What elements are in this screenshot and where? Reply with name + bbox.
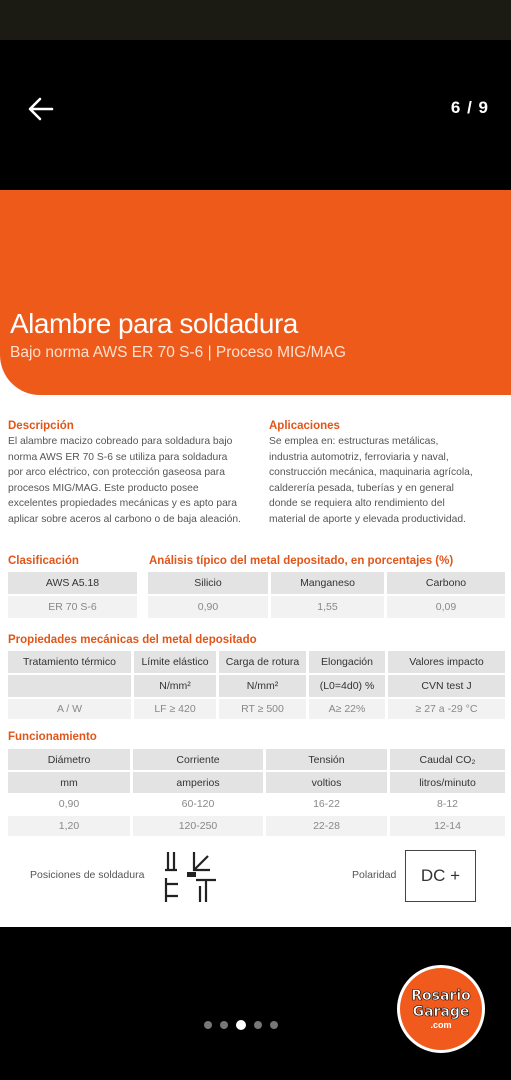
funcionamiento-unit: mm [8,772,130,793]
sheet-title: Alambre para soldadura [10,308,298,339]
analisis-value: 0,09 [387,596,505,618]
funcionamiento-cell: 8-12 [436,798,458,810]
welding-positions-icon [162,850,218,904]
funcionamiento-header: Corriente [133,749,263,770]
propiedades-heading: Propiedades mecánicas del metal depositado [8,634,257,646]
funcionamiento-unit: amperios [133,772,263,793]
propiedades-value: RT ≥ 500 [219,699,306,719]
analisis-value: 1,55 [271,596,384,618]
propiedades-unit: N/mm² [134,675,216,697]
page-dot[interactable] [204,1021,212,1029]
funcionamiento-cell: 16-22 [313,798,340,810]
polaridad-label: Polaridad [352,869,397,881]
funcionamiento-cell: 0,90 [58,798,80,810]
propiedades-header: Elongación [309,651,385,673]
analisis-heading: Análisis típico del metal depositado, en porcentajes (%) [149,555,454,567]
funcionamiento-cell: 60-120 [181,798,215,810]
back-arrow-icon[interactable] [26,94,56,124]
funcionamiento-cell: 12-14 [390,816,505,836]
image-counter: 6 / 9 [450,98,489,117]
propiedades-value: LF ≥ 420 [134,699,216,719]
viewer-top-bar [0,40,511,190]
propiedades-unit: CVN test J [388,675,505,697]
analisis-header: Silicio [148,572,268,594]
aplicaciones-text: Se emplea en: estructuras metálicas, industria automotriz, ferroviaria y naval, construcción mecánica, maquinaria agrícola, calderería pesada, tuberías y en general donde se requiera alto rendimiento del material de aporte y elevada productividad. [269,436,473,525]
page-dot-active[interactable] [236,1020,246,1030]
page-dot[interactable] [254,1021,262,1029]
posiciones-label: Posiciones de soldadura [30,869,145,881]
status-bar [0,0,511,40]
funcionamiento-header: Diámetro [8,749,130,770]
funcionamiento-header: Caudal CO₂ [390,749,505,770]
propiedades-unit: (L0=4d0) % [309,675,385,697]
page-dot[interactable] [270,1021,278,1029]
rosario-garage-watermark-logo: Rosario Garage .com [397,965,485,1053]
funcionamiento-cell: 120-250 [133,816,263,836]
propiedades-unit [8,675,131,697]
orange-banner [0,190,511,395]
analisis-header: Manganeso [271,572,384,594]
sheet-subtitle: Bajo norma AWS ER 70 S-6 | Proceso MIG/MAG [10,344,346,361]
analisis-value: 0,90 [148,596,268,618]
polaridad-value: DC + [405,850,476,902]
funcionamiento-header: Tensión [266,749,387,770]
funcionamiento-heading: Funcionamiento [8,731,97,743]
analisis-header: Carbono [387,572,505,594]
propiedades-header: Carga de rotura [219,651,306,673]
propiedades-value: A≥ 22% [309,699,385,719]
page-dot[interactable] [220,1021,228,1029]
propiedades-header: Tratamiento térmico [8,651,131,673]
clasificacion-heading: Clasificación [8,555,79,567]
propiedades-header: Valores impacto [388,651,505,673]
aplicaciones-heading: Aplicaciones [269,420,340,432]
descripcion-text: El alambre macizo cobreado para soldadura bajo norma AWS ER 70 S-6 se utiliza para soldadura por arco eléctrico, con protección gaseosa para procesos MIG/MAG. Este producto posee excelentes propiedades mecánicas y es apto para aplicar sobre aceros al carbono o de baja aleación. [8,436,241,525]
propiedades-value: ≥ 27 a -29 °C [388,699,505,719]
propiedades-unit: N/mm² [219,675,306,697]
descripcion-heading: Descripción [8,420,74,432]
product-sheet-image [0,190,511,927]
pagination-dots [204,1020,278,1030]
funcionamiento-cell: 1,20 [8,816,130,836]
funcionamiento-cell: 22-28 [266,816,387,836]
clasificacion-header: AWS A5.18 [8,572,137,594]
funcionamiento-unit: voltios [266,772,387,793]
propiedades-header: Límite elástico [134,651,216,673]
propiedades-value: A / W [8,699,131,719]
clasificacion-value: ER 70 S-6 [8,596,137,618]
funcionamiento-unit: litros/minuto [390,772,505,793]
